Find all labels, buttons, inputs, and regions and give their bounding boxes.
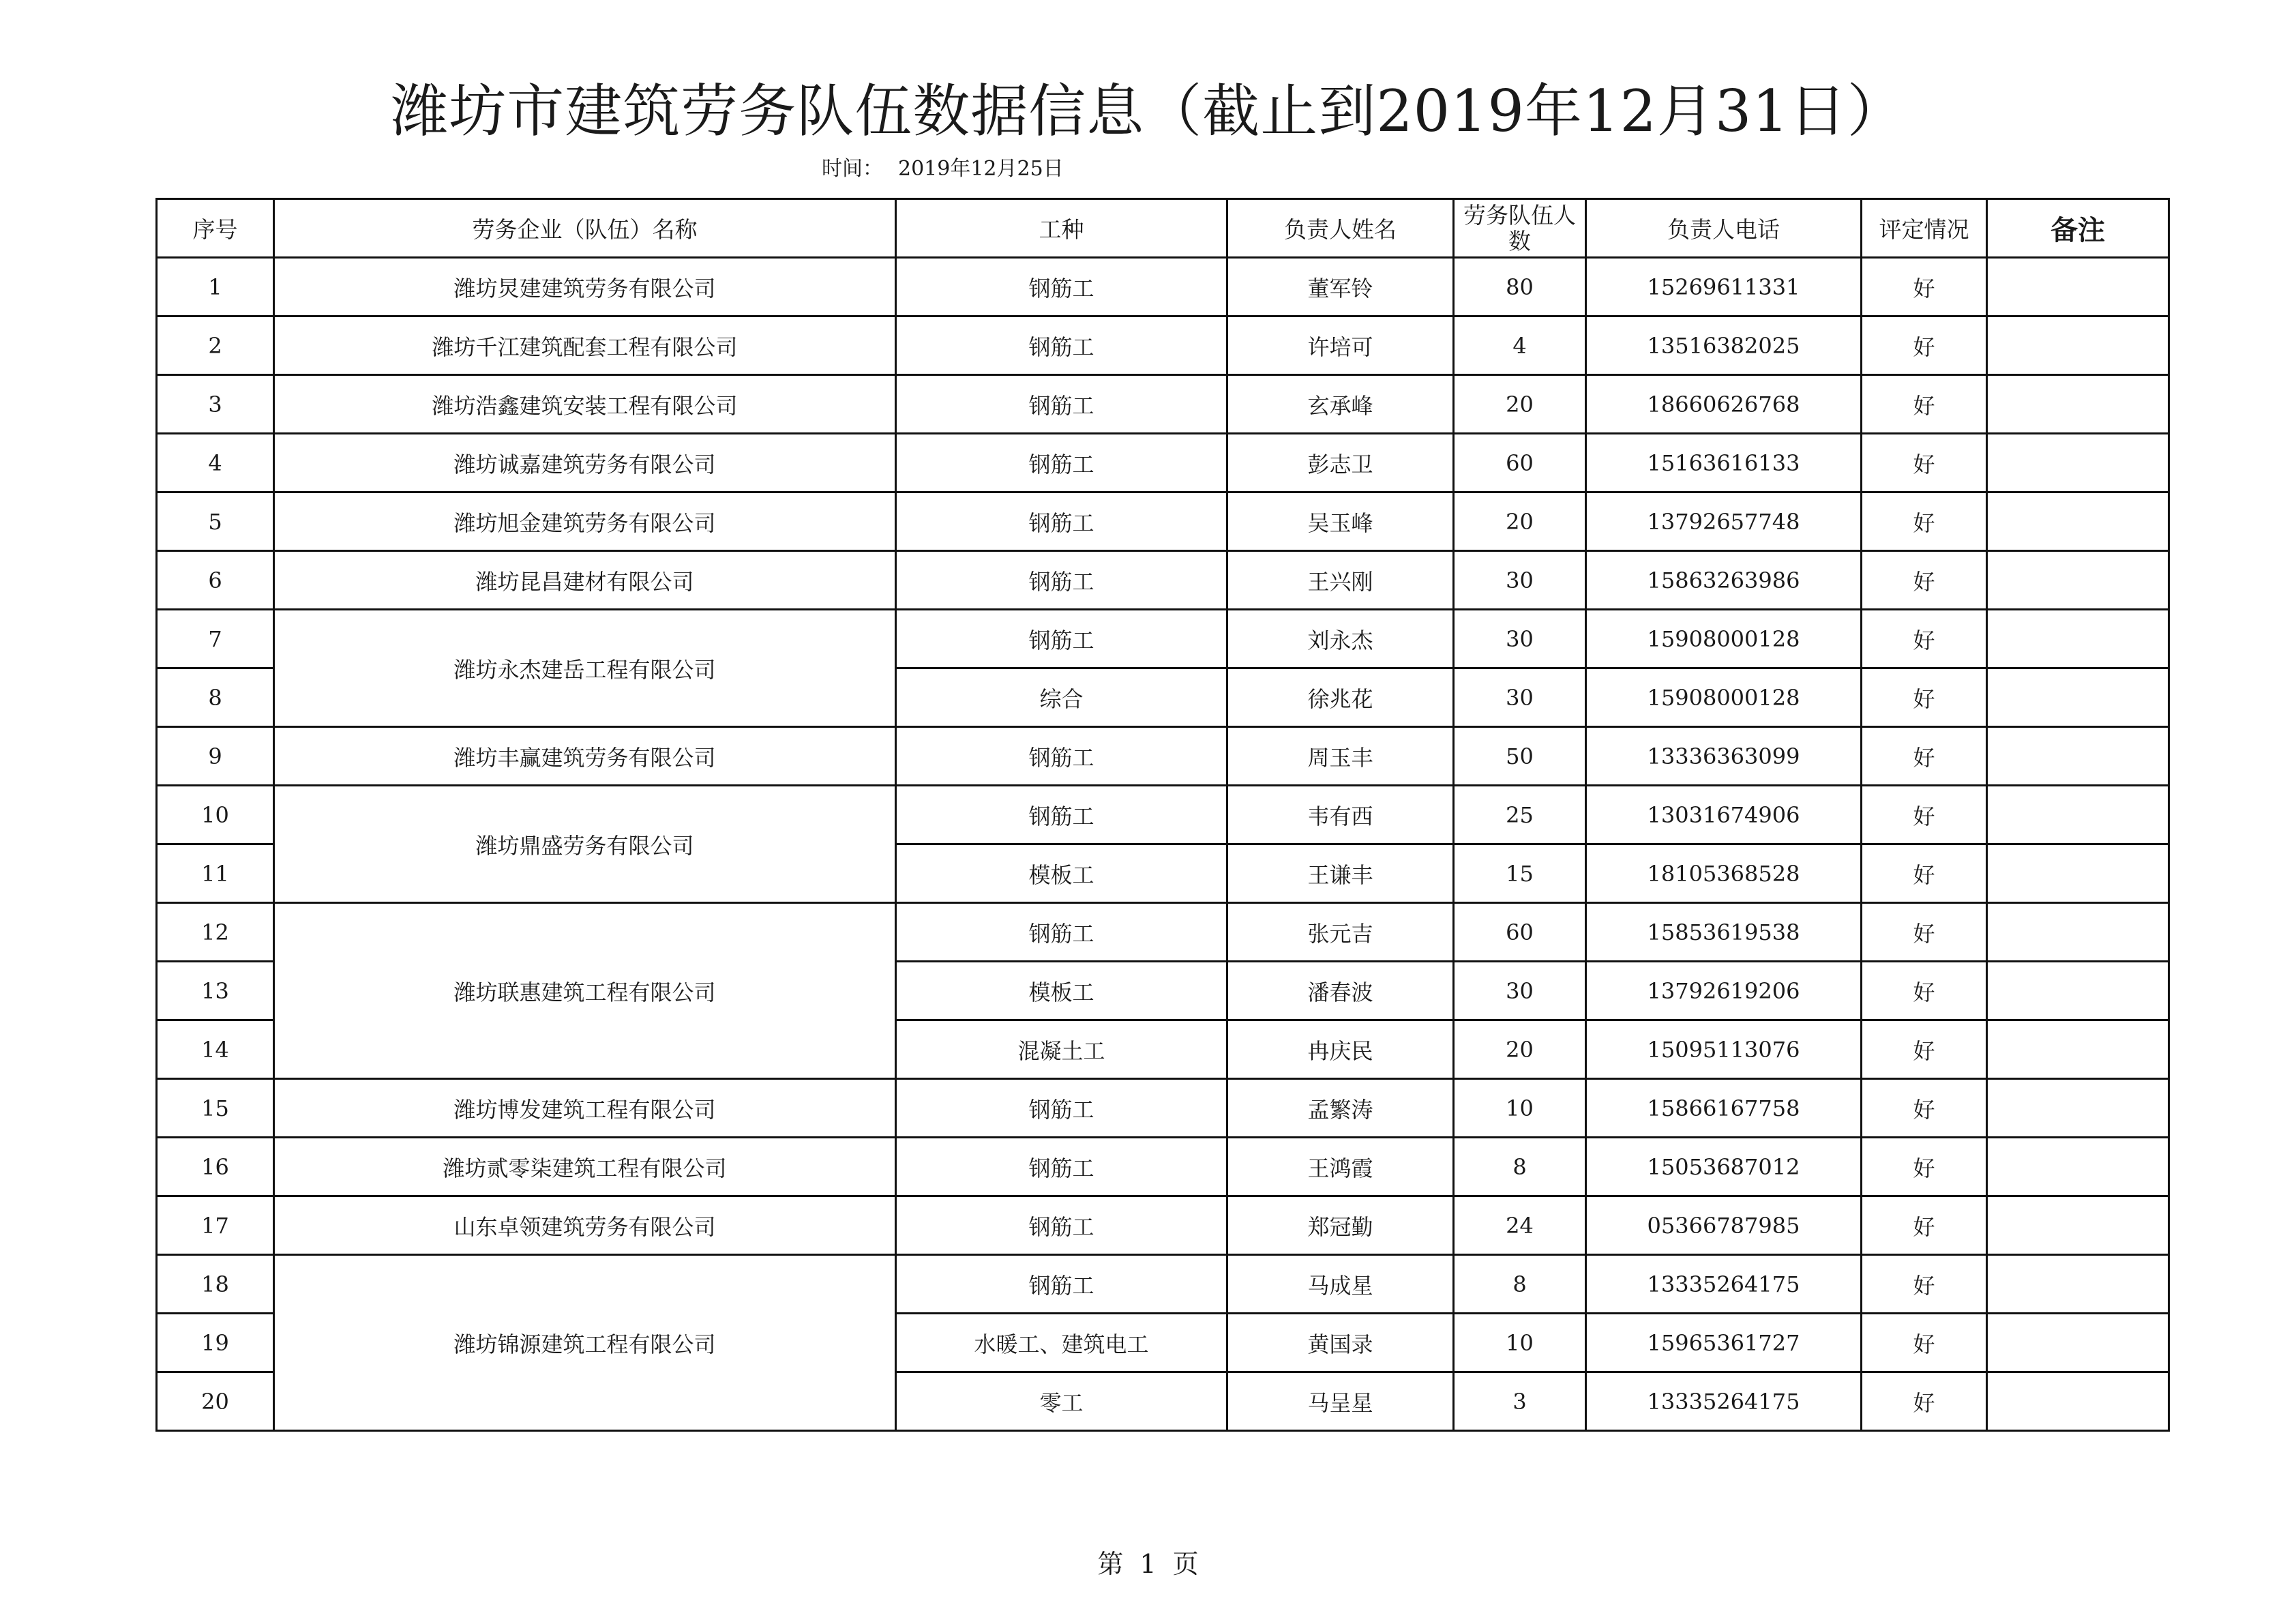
cell-leader: 周玉丰 [1227,727,1454,786]
cell-phone: 13792657748 [1586,492,1862,551]
table-row [157,1138,2169,1196]
cell-phone: 05366787985 [1586,1196,1862,1255]
page-footer [0,1547,2296,1581]
cell-no: 15 [157,1079,274,1138]
date-value: 2019年12月25日 [898,157,1064,181]
cell-count: 20 [1454,492,1586,551]
cell-trade: 模板工 [896,962,1227,1020]
cell-no: 3 [157,375,274,434]
cell-no: 1 [157,258,274,316]
cell-count: 60 [1454,903,1586,962]
cell-count: 20 [1454,1020,1586,1079]
cell-phone: 13031674906 [1586,786,1862,844]
cell-remark [1987,1372,2169,1431]
cell-rating: 好 [1862,375,1987,434]
header-no: 序号 [157,199,274,258]
cell-rating: 好 [1862,903,1987,962]
cell-company: 潍坊旭金建筑劳务有限公司 [274,492,896,551]
cell-company: 潍坊丰赢建筑劳务有限公司 [274,727,896,786]
cell-remark [1987,316,2169,375]
cell-leader: 张元吉 [1227,903,1454,962]
table-row [157,434,2169,492]
cell-count: 80 [1454,258,1586,316]
date-label: 时间： [822,157,883,181]
cell-count: 24 [1454,1196,1586,1255]
cell-company: 潍坊联惠建筑工程有限公司 [274,903,896,1079]
cell-leader: 玄承峰 [1227,375,1454,434]
cell-count: 20 [1454,375,1586,434]
cell-leader: 王兴刚 [1227,551,1454,610]
cell-count: 3 [1454,1372,1586,1431]
cell-trade: 钢筋工 [896,1255,1227,1314]
table-row [157,492,2169,551]
cell-trade: 钢筋工 [896,1079,1227,1138]
cell-rating: 好 [1862,1079,1987,1138]
header-phone: 负责人电话 [1586,199,1862,258]
cell-phone: 13516382025 [1586,316,1862,375]
cell-count: 30 [1454,610,1586,668]
cell-no: 6 [157,551,274,610]
cell-no: 19 [157,1314,274,1372]
table-row [157,1255,2169,1314]
table-row [157,903,2169,962]
cell-phone: 15053687012 [1586,1138,1862,1196]
cell-trade: 钢筋工 [896,903,1227,962]
cell-remark [1987,434,2169,492]
cell-trade: 零工 [896,1372,1227,1431]
cell-rating: 好 [1862,316,1987,375]
cell-no: 14 [157,1020,274,1079]
cell-remark [1987,844,2169,903]
cell-no: 5 [157,492,274,551]
cell-leader: 刘永杰 [1227,610,1454,668]
footer-prefix: 第 [1097,1549,1124,1579]
cell-remark [1987,551,2169,610]
cell-leader: 马成星 [1227,1255,1454,1314]
cell-trade: 钢筋工 [896,1196,1227,1255]
cell-company: 潍坊千江建筑配套工程有限公司 [274,316,896,375]
cell-remark [1987,903,2169,962]
cell-count: 60 [1454,434,1586,492]
cell-phone: 13335264175 [1586,1372,1862,1431]
cell-leader: 徐兆花 [1227,668,1454,727]
cell-remark [1987,258,2169,316]
document-title: 潍坊市建筑劳务队伍数据信息（截止到2019年12月31日） [391,78,1905,145]
cell-rating: 好 [1862,1020,1987,1079]
cell-company: 潍坊炅建建筑劳务有限公司 [274,258,896,316]
cell-phone: 13792619206 [1586,962,1862,1020]
cell-remark [1987,1020,2169,1079]
table-row [157,316,2169,375]
table-row [157,786,2169,844]
cell-count: 30 [1454,668,1586,727]
cell-count: 30 [1454,962,1586,1020]
page-number: 1 [1139,1549,1157,1579]
cell-count: 10 [1454,1314,1586,1372]
cell-count: 4 [1454,316,1586,375]
cell-leader: 吴玉峰 [1227,492,1454,551]
table-row [157,551,2169,610]
cell-rating: 好 [1862,786,1987,844]
cell-leader: 郑冠勤 [1227,1196,1454,1255]
cell-phone: 13335264175 [1586,1255,1862,1314]
cell-company: 潍坊博发建筑工程有限公司 [274,1079,896,1138]
cell-trade: 钢筋工 [896,316,1227,375]
cell-no: 8 [157,668,274,727]
cell-rating: 好 [1862,1314,1987,1372]
cell-phone: 13336363099 [1586,727,1862,786]
cell-remark [1987,1138,2169,1196]
footer-suffix: 页 [1172,1549,1199,1579]
cell-remark [1987,727,2169,786]
cell-remark [1987,375,2169,434]
table-row [157,1079,2169,1138]
cell-remark [1987,786,2169,844]
cell-count: 8 [1454,1255,1586,1314]
cell-trade: 钢筋工 [896,727,1227,786]
cell-remark [1987,1314,2169,1372]
cell-rating: 好 [1862,492,1987,551]
cell-rating: 好 [1862,551,1987,610]
cell-company: 潍坊锦源建筑工程有限公司 [274,1255,896,1431]
cell-company: 潍坊永杰建岳工程有限公司 [274,610,896,727]
cell-leader: 冉庆民 [1227,1020,1454,1079]
labor-team-table [155,198,2170,1432]
cell-count: 8 [1454,1138,1586,1196]
cell-leader: 王鸿霞 [1227,1138,1454,1196]
cell-no: 10 [157,786,274,844]
cell-remark [1987,1079,2169,1138]
cell-remark [1987,1255,2169,1314]
cell-phone: 15269611331 [1586,258,1862,316]
cell-trade: 混凝土工 [896,1020,1227,1079]
header-rating: 评定情况 [1862,199,1987,258]
cell-count: 30 [1454,551,1586,610]
cell-count: 10 [1454,1079,1586,1138]
cell-rating: 好 [1862,1372,1987,1431]
cell-company: 山东卓领建筑劳务有限公司 [274,1196,896,1255]
cell-trade: 钢筋工 [896,375,1227,434]
cell-rating: 好 [1862,962,1987,1020]
header-count: 劳务队伍人数 [1454,199,1586,258]
cell-no: 12 [157,903,274,962]
cell-rating: 好 [1862,1138,1987,1196]
table-row [157,727,2169,786]
cell-trade: 钢筋工 [896,1138,1227,1196]
table-row [157,610,2169,668]
cell-leader: 孟繁涛 [1227,1079,1454,1138]
cell-trade: 钢筋工 [896,258,1227,316]
header-remark: 备注 [1987,199,2169,258]
cell-rating: 好 [1862,258,1987,316]
cell-company: 潍坊诚嘉建筑劳务有限公司 [274,434,896,492]
cell-leader: 彭志卫 [1227,434,1454,492]
cell-trade: 钢筋工 [896,492,1227,551]
cell-no: 9 [157,727,274,786]
cell-trade: 钢筋工 [896,551,1227,610]
cell-remark [1987,1196,2169,1255]
cell-no: 18 [157,1255,274,1314]
header-trade: 工种 [896,199,1227,258]
cell-remark [1987,668,2169,727]
table-row [157,1196,2169,1255]
cell-phone: 18105368528 [1586,844,1862,903]
cell-trade: 钢筋工 [896,610,1227,668]
cell-rating: 好 [1862,727,1987,786]
cell-phone: 15095113076 [1586,1020,1862,1079]
cell-rating: 好 [1862,434,1987,492]
cell-phone: 15866167758 [1586,1079,1862,1138]
cell-trade: 模板工 [896,844,1227,903]
cell-rating: 好 [1862,1196,1987,1255]
table-row [157,258,2169,316]
cell-trade: 钢筋工 [896,434,1227,492]
cell-rating: 好 [1862,1255,1987,1314]
cell-trade: 钢筋工 [896,786,1227,844]
cell-rating: 好 [1862,610,1987,668]
table-row [157,375,2169,434]
cell-trade: 综合 [896,668,1227,727]
cell-company: 潍坊贰零柒建筑工程有限公司 [274,1138,896,1196]
cell-phone: 15853619538 [1586,903,1862,962]
cell-remark [1987,962,2169,1020]
cell-count: 25 [1454,786,1586,844]
cell-phone: 15965361727 [1586,1314,1862,1372]
cell-no: 4 [157,434,274,492]
cell-no: 7 [157,610,274,668]
header-company: 劳务企业（队伍）名称 [274,199,896,258]
cell-company: 潍坊浩鑫建筑安装工程有限公司 [274,375,896,434]
table-body [157,258,2169,1431]
cell-leader: 韦有西 [1227,786,1454,844]
cell-phone: 18660626768 [1586,375,1862,434]
cell-no: 16 [157,1138,274,1196]
cell-no: 20 [157,1372,274,1431]
cell-leader: 潘春波 [1227,962,1454,1020]
cell-no: 2 [157,316,274,375]
cell-leader: 王谦丰 [1227,844,1454,903]
cell-count: 50 [1454,727,1586,786]
cell-rating: 好 [1862,668,1987,727]
cell-no: 13 [157,962,274,1020]
cell-no: 17 [157,1196,274,1255]
cell-leader: 黄国录 [1227,1314,1454,1372]
cell-no: 11 [157,844,274,903]
header-leader: 负责人姓名 [1227,199,1454,258]
cell-remark [1987,492,2169,551]
cell-rating: 好 [1862,844,1987,903]
cell-phone: 15908000128 [1586,610,1862,668]
document-date [822,156,1079,183]
cell-company: 潍坊鼎盛劳务有限公司 [274,786,896,903]
cell-remark [1987,610,2169,668]
cell-phone: 15163616133 [1586,434,1862,492]
cell-phone: 15908000128 [1586,668,1862,727]
cell-leader: 马呈星 [1227,1372,1454,1431]
cell-count: 15 [1454,844,1586,903]
cell-leader: 董军铃 [1227,258,1454,316]
cell-phone: 15863263986 [1586,551,1862,610]
cell-company: 潍坊昆昌建材有限公司 [274,551,896,610]
cell-trade: 水暖工、建筑电工 [896,1314,1227,1372]
header-row [157,199,2169,258]
cell-leader: 许培可 [1227,316,1454,375]
